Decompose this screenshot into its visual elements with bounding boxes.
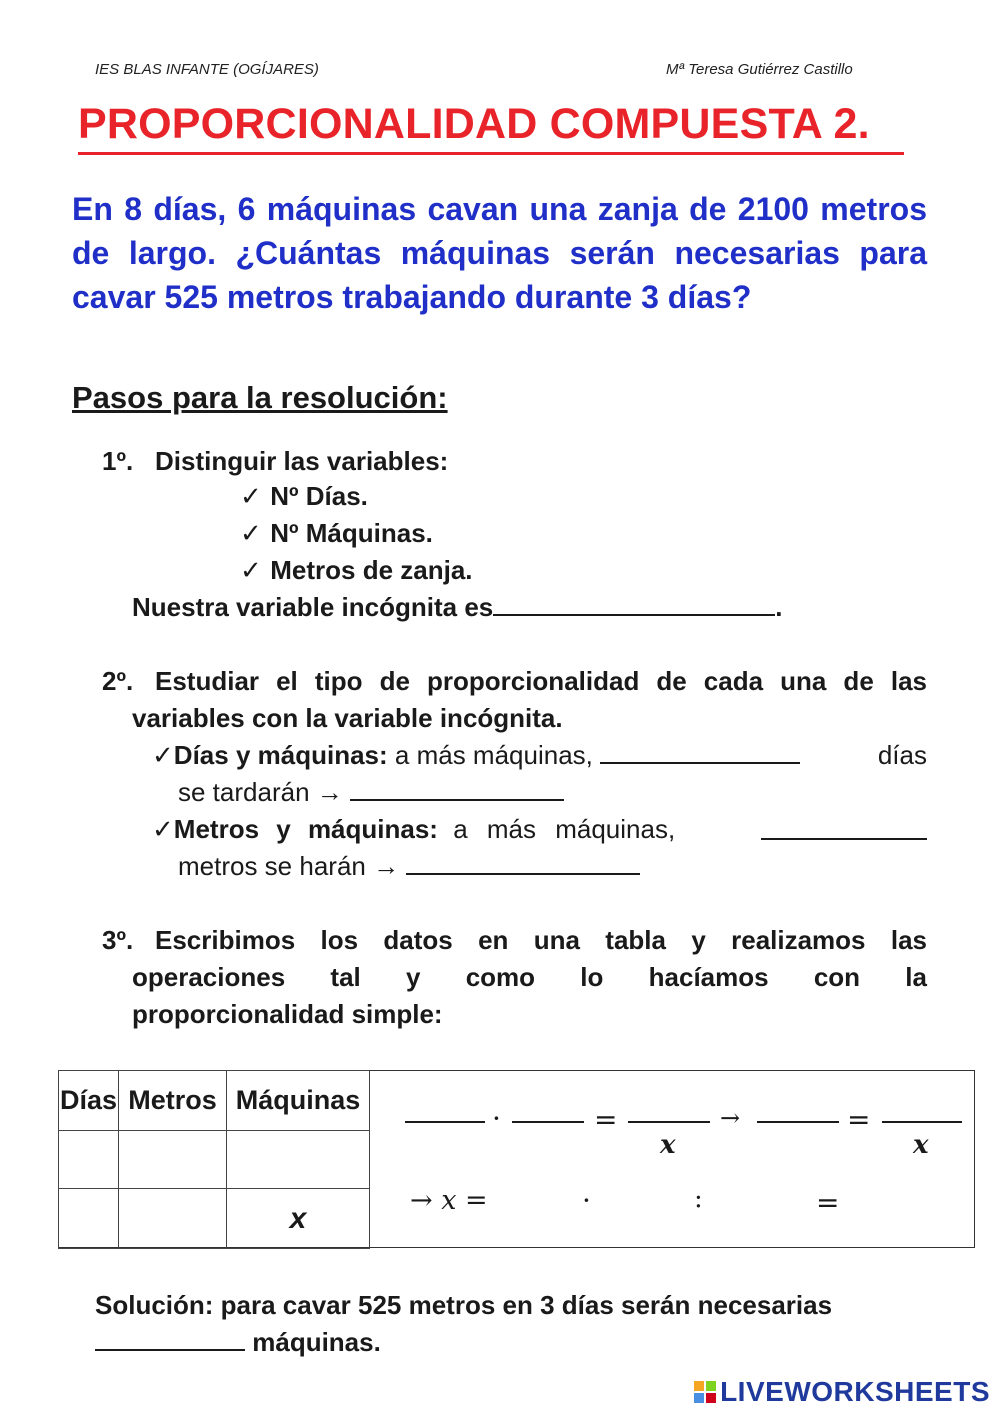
fraction-bar-1[interactable] xyxy=(405,1121,485,1123)
arrow-icon: → xyxy=(373,851,400,881)
check-icon: ✓ xyxy=(152,814,174,844)
liveworksheets-logo xyxy=(694,1376,990,1408)
step3-line1: Escribimos los datos en una tabla y realizamos las xyxy=(155,925,927,955)
se-tardaran-text: se tardarán xyxy=(178,777,310,807)
variable-item-dias xyxy=(240,481,368,512)
logo-text: LIVEWORKSHEETS xyxy=(720,1376,990,1407)
fraction-bar-2[interactable] xyxy=(512,1121,584,1123)
liveworksheets-logo-icon xyxy=(694,1381,716,1403)
table-cell-maquinas-1[interactable] xyxy=(227,1131,370,1189)
dot-operator: · xyxy=(582,1184,591,1217)
dias-maquinas-line2 xyxy=(178,777,564,808)
table-header-maquinas: Máquinas xyxy=(227,1071,370,1131)
equals-sign: = xyxy=(847,1103,871,1136)
solution-line1: Solución: para cavar 525 metros en 3 días serán necesarias xyxy=(95,1290,833,1320)
metros-maquinas-line2 xyxy=(178,851,640,882)
table-cell-metros-1[interactable] xyxy=(119,1131,227,1189)
arrow-icon: → xyxy=(316,777,343,807)
header-school: IES BLAS INFANTE (OGÍJARES) xyxy=(95,61,319,78)
data-table xyxy=(58,1070,370,1249)
dias-word: días xyxy=(877,740,927,770)
solution-maquinas: máquinas. xyxy=(252,1327,381,1357)
dias-maquinas-label: Días y máquinas: xyxy=(173,740,388,770)
step2-line2: variables con la variable incógnita. xyxy=(132,703,563,733)
table-header-metros: Metros xyxy=(119,1071,227,1131)
fraction-bar-5[interactable] xyxy=(882,1121,962,1123)
steps-heading: Pasos para la resolución: xyxy=(72,380,448,415)
page-title: PROPORCIONALIDAD COMPUESTA 2. xyxy=(78,96,904,155)
dias-maquinas-item xyxy=(152,740,927,771)
fraction-bar-4[interactable] xyxy=(757,1121,839,1123)
table-cell-dias-1[interactable] xyxy=(59,1131,119,1189)
variable-label: Metros de zanja. xyxy=(270,555,473,585)
check-icon: ✓ xyxy=(152,740,174,770)
unknown-x: x xyxy=(660,1130,676,1160)
dias-maquinas-text: a más máquinas, xyxy=(394,740,593,770)
dias-maquinas-type-blank[interactable] xyxy=(350,777,564,801)
unknown-prompt: Nuestra variable incógnita es xyxy=(132,592,494,622)
solution-blank[interactable] xyxy=(95,1327,245,1351)
problem-statement: En 8 días, 6 máquinas cavan una zanja de 2100 metros de largo. ¿Cuántas máquinas serán necesarias para cavar 525 metros trabajando durante 3 días? xyxy=(72,191,927,315)
variable-item-maquinas xyxy=(240,518,433,549)
unknown-variable-line xyxy=(132,592,782,623)
equals-sign: = xyxy=(816,1186,840,1219)
variable-item-metros xyxy=(240,555,473,586)
metros-maquinas-type-blank[interactable] xyxy=(406,851,640,875)
solution-line2 xyxy=(95,1327,381,1358)
check-icon: ✓ xyxy=(240,555,262,585)
variable-label: Nº Máquinas. xyxy=(270,518,433,548)
step2-line1: Estudiar el tipo de proporcionalidad de cada una de las xyxy=(155,666,927,696)
metros-maquinas-text: a más máquinas, xyxy=(453,814,676,844)
step3-number: 3º. xyxy=(102,925,134,955)
table-cell-dias-2[interactable] xyxy=(59,1189,119,1249)
step1-number: 1º. xyxy=(102,446,134,476)
unknown-x: x xyxy=(913,1130,929,1160)
check-icon: ✓ xyxy=(240,518,262,548)
unknown-end: . xyxy=(775,592,783,622)
metros-maquinas-label: Metros y máquinas: xyxy=(173,814,438,844)
dias-maquinas-blank[interactable] xyxy=(600,740,800,764)
step2-number: 2º. xyxy=(102,666,134,696)
check-icon: ✓ xyxy=(240,481,262,511)
variable-label: Nº Días. xyxy=(270,481,368,511)
equals-sign: = xyxy=(594,1103,618,1136)
colon-operator: : xyxy=(694,1184,703,1214)
step3-line3: proporcionalidad simple: xyxy=(132,999,443,1029)
fraction-bar-3[interactable] xyxy=(628,1121,710,1123)
metros-maquinas-blank[interactable] xyxy=(761,816,927,840)
result-expression: → x = xyxy=(410,1185,488,1216)
metros-maquinas-item xyxy=(152,814,927,845)
step3-line2: operaciones tal y como lo hacíamos con la xyxy=(132,962,927,992)
unknown-variable-blank[interactable] xyxy=(493,592,775,616)
table-cell-metros-2[interactable] xyxy=(119,1189,227,1249)
metros-se-haran-text: metros se harán xyxy=(178,851,366,881)
table-header-dias: Días xyxy=(59,1071,119,1131)
step1-title: Distinguir las variables: xyxy=(155,446,449,476)
arrow-icon: → xyxy=(720,1104,741,1132)
table-cell-maquinas-unknown: x xyxy=(227,1189,370,1249)
header-author: Mª Teresa Gutiérrez Castillo xyxy=(666,61,853,78)
dot-operator: · xyxy=(492,1102,501,1135)
